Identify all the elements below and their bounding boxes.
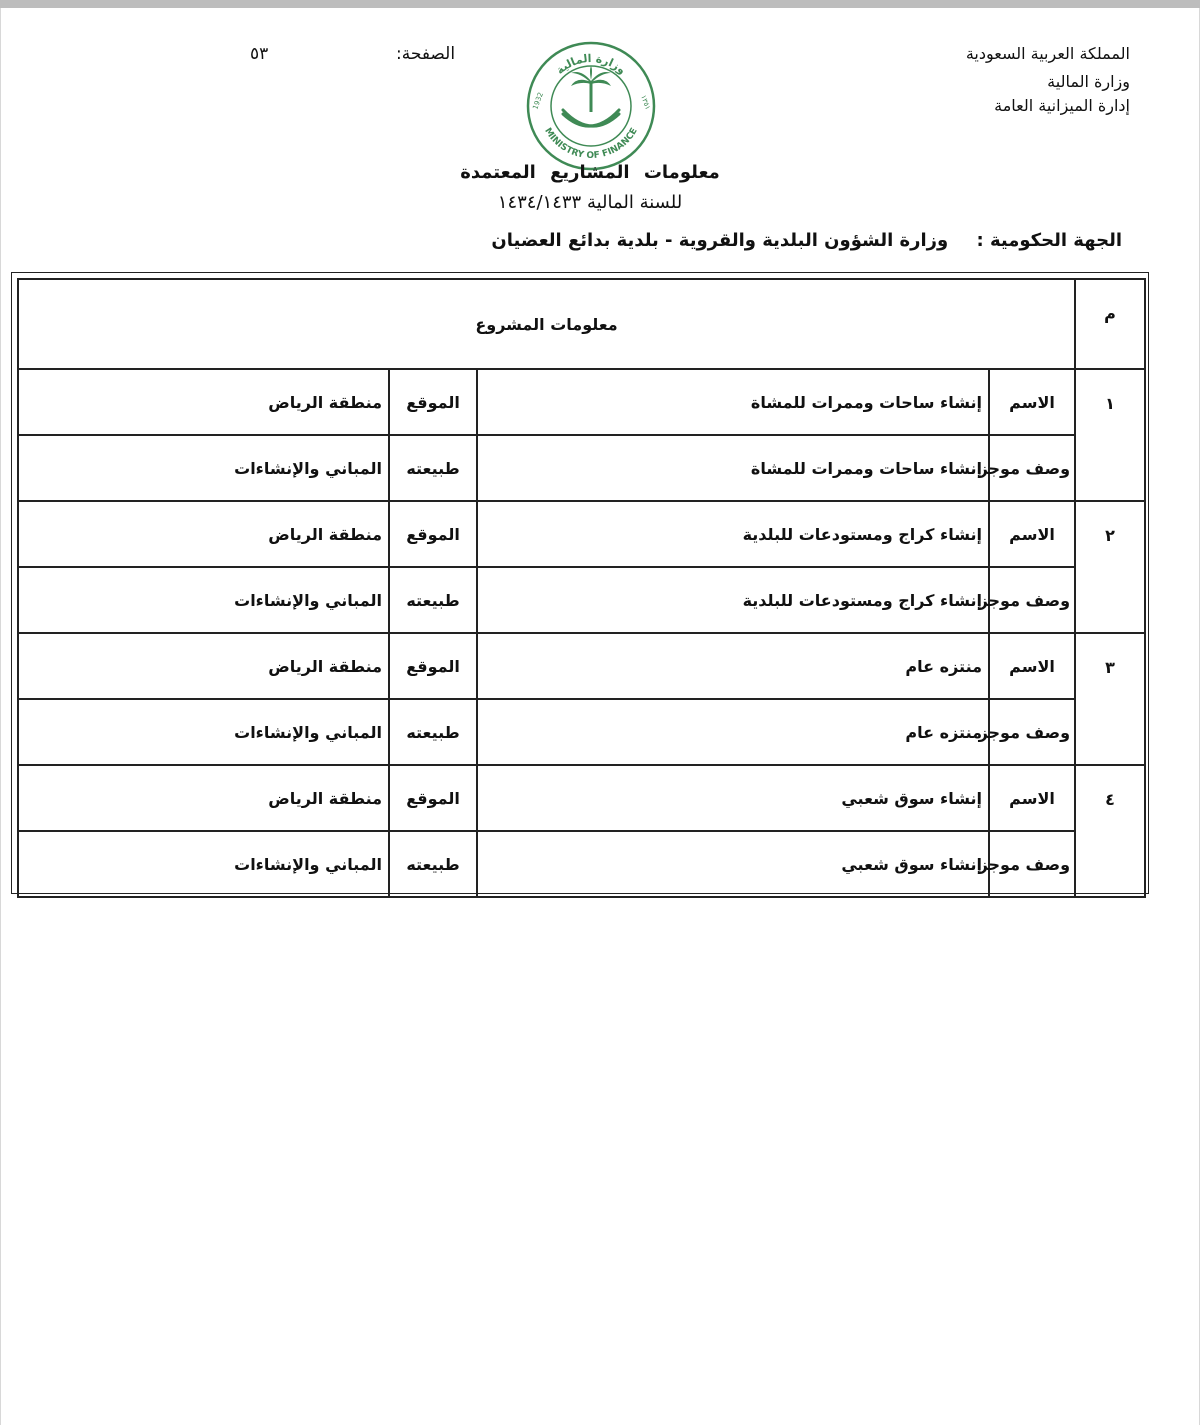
svg-text:MINISTRY OF FINANCE bbox=[542, 126, 640, 161]
label-description: وصف موجز bbox=[989, 699, 1075, 765]
projects-table bbox=[17, 278, 1146, 898]
label-nature: طبيعته bbox=[389, 567, 477, 633]
fiscal-year: للسنة المالية ١٤٣٤/١٤٣٣ bbox=[497, 192, 683, 213]
seal-year-right: ١٣٥١ bbox=[639, 93, 652, 111]
table-row bbox=[18, 765, 1145, 831]
project-description: إنشاء ساحات وممرات للمشاة bbox=[477, 435, 989, 501]
label-name: الاسم bbox=[989, 369, 1075, 435]
row-number: ١ bbox=[1075, 369, 1145, 501]
project-name: إنشاء ساحات وممرات للمشاة bbox=[477, 369, 989, 435]
page-number: ٥٣ bbox=[250, 44, 269, 64]
project-nature: المباني والإنشاءات bbox=[18, 435, 389, 501]
row-number: ٢ bbox=[1075, 501, 1145, 633]
table-header-row bbox=[18, 279, 1145, 369]
label-description: وصف موجز bbox=[989, 831, 1075, 897]
crossed-swords-icon bbox=[563, 110, 619, 126]
row-number: ٤ bbox=[1075, 765, 1145, 897]
label-nature: طبيعته bbox=[389, 831, 477, 897]
kingdom-name: المملكة العربية السعودية bbox=[965, 44, 1130, 63]
table-row bbox=[18, 831, 1145, 897]
top-bar bbox=[0, 0, 1200, 8]
column-header-project-info: معلومات المشروع bbox=[18, 279, 1075, 369]
project-location: منطقة الرياض bbox=[18, 501, 389, 567]
entity-value: وزارة الشؤون البلدية والقروية - بلدية بدائع العضيان bbox=[491, 230, 949, 251]
row-number: ٣ bbox=[1075, 633, 1145, 765]
seal-english-text: MINISTRY OF FINANCE bbox=[542, 126, 640, 162]
label-name: الاسم bbox=[989, 501, 1075, 567]
left-border bbox=[0, 8, 1, 1425]
project-name: منتزه عام bbox=[477, 633, 989, 699]
palm-tree-icon bbox=[571, 66, 611, 112]
document-title: معلومات المشاريع المعتمدة bbox=[460, 162, 720, 183]
table-row bbox=[18, 369, 1145, 435]
label-name: الاسم bbox=[989, 633, 1075, 699]
ministry-name: وزارة المالية bbox=[1047, 72, 1130, 91]
project-nature: المباني والإنشاءات bbox=[18, 699, 389, 765]
label-nature: طبيعته bbox=[389, 435, 477, 501]
ministry-of-finance-seal-icon bbox=[525, 40, 657, 172]
project-description: إنشاء سوق شعبي bbox=[477, 831, 989, 897]
table-row bbox=[18, 567, 1145, 633]
project-name: إنشاء سوق شعبي bbox=[477, 765, 989, 831]
page-label: الصفحة: bbox=[396, 44, 456, 64]
table-row bbox=[18, 633, 1145, 699]
department-name: إدارة الميزانية العامة bbox=[994, 96, 1130, 115]
label-location: الموقع bbox=[389, 501, 477, 567]
project-location: منطقة الرياض bbox=[18, 633, 389, 699]
table-row bbox=[18, 699, 1145, 765]
government-entity bbox=[491, 230, 1122, 251]
project-nature: المباني والإنشاءات bbox=[18, 831, 389, 897]
label-name: الاسم bbox=[989, 765, 1075, 831]
project-location: منطقة الرياض bbox=[18, 369, 389, 435]
entity-label: الجهة الحكومية : bbox=[976, 230, 1122, 251]
label-nature: طبيعته bbox=[389, 699, 477, 765]
label-description: وصف موجز bbox=[989, 567, 1075, 633]
project-location: منطقة الرياض bbox=[18, 765, 389, 831]
project-description: منتزه عام bbox=[477, 699, 989, 765]
issuer-block bbox=[830, 42, 1130, 118]
label-location: الموقع bbox=[389, 633, 477, 699]
project-description: إنشاء كراج ومستودعات للبلدية bbox=[477, 567, 989, 633]
table-row bbox=[18, 501, 1145, 567]
label-description: وصف موجز bbox=[989, 435, 1075, 501]
project-name: إنشاء كراج ومستودعات للبلدية bbox=[477, 501, 989, 567]
table-row bbox=[18, 435, 1145, 501]
seal-arabic-text: وزارة المالية bbox=[553, 51, 629, 77]
label-location: الموقع bbox=[389, 369, 477, 435]
label-location: الموقع bbox=[389, 765, 477, 831]
seal-year-left: 1932 bbox=[531, 91, 545, 111]
project-nature: المباني والإنشاءات bbox=[18, 567, 389, 633]
column-header-number: م bbox=[1075, 279, 1145, 369]
